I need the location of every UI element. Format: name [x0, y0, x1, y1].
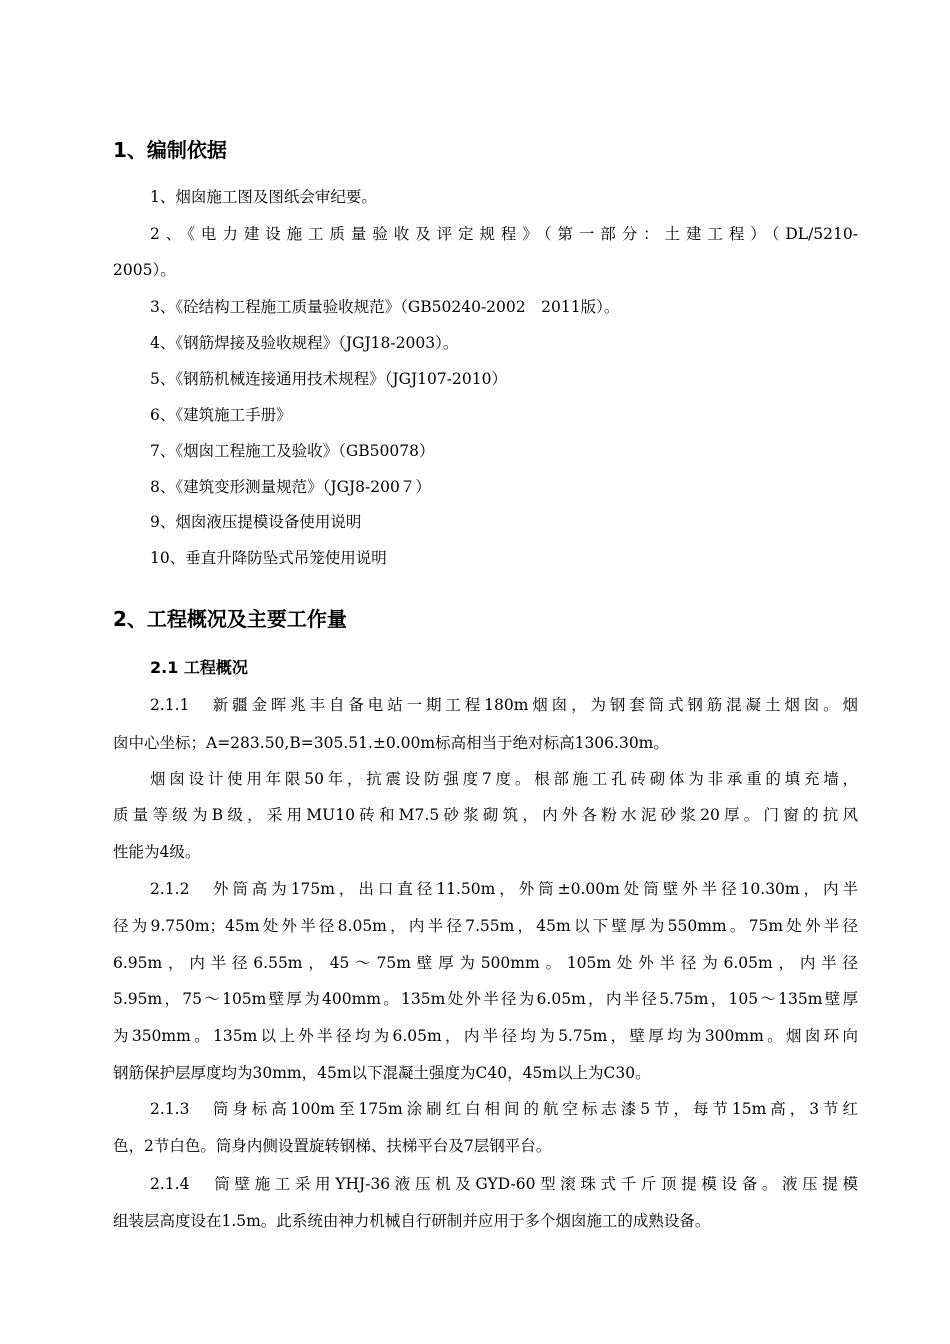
reference-item: 10、垂直升降防坠式吊笼使用说明 — [150, 549, 387, 567]
paragraph-line: 钢筋保护层厚度均为30mm，45m以下混凝土强度为C40，45m以上为C30。 — [113, 1064, 651, 1082]
reference-item: 3、《砼结构工程施工质量验收规范》（GB50240-2002 2011版）。 — [150, 298, 620, 316]
paragraph-line: 质量等级为B级，采用MU10砖和M7.5砂浆砌筑，内外各粉水泥砂浆20厚。门窗的抗风 — [113, 806, 858, 824]
reference-item: 5、《钢筋机械连接通用技术规程》（JGJ107-2010） — [150, 370, 507, 388]
paragraph-line: 为350mm。135m以上外半径均为6.05m，内半径均为5.75m，壁厚均为300mm。烟囱环向 — [113, 1027, 858, 1045]
paragraph-line: 2.1.2 外筒高为175m，出口直径11.50m，外筒±0.00m处筒壁外半径10.30m，内半 — [150, 880, 858, 898]
section-2-heading: 2、工程概况及主要工作量 — [113, 607, 347, 631]
paragraph-line: 烟囱设计使用年限50年，抗震设防强度7度。根部施工孔砖砌体为非承重的填充墙， — [150, 770, 858, 788]
reference-item: 8、《建筑变形测量规范》（JGJ8-200７） — [150, 478, 431, 496]
paragraph-line: 色，2节白色。筒身内侧设置旋转钢梯、扶梯平台及7层钢平台。 — [113, 1137, 552, 1155]
paragraph-line: 6.95m，内半径6.55m，45～75m壁厚为500mm。105m处外半径为6.05m，内半径 — [113, 954, 858, 972]
paragraph-line: 组装层高度设在1.5m。此系统由神力机械自行研制并应用于多个烟囱施工的成熟设备。 — [113, 1212, 711, 1230]
reference-item: 2、《电力建设施工质量验收及评定规程》（第一部分：土建工程）（DL/5210- — [150, 225, 858, 243]
subsection-2-1-heading: 2.1 工程概况 — [150, 658, 248, 677]
paragraph-line: 2.1.3 筒身标高100m至175m涂刷红白相间的航空标志漆5节，每节15m高，3节红 — [150, 1100, 858, 1118]
paragraph-line: 2.1.1 新疆金晖兆丰自备电站一期工程180m烟囱，为钢套筒式钢筋混凝土烟囱。烟 — [150, 696, 858, 714]
section-1-heading: 1、编制依据 — [113, 138, 227, 162]
reference-item: 4、《钢筋焊接及验收规程》（JGJ18-2003）。 — [150, 334, 459, 352]
paragraph-line: 径为9.750m；45m处外半径8.05m，内半径7.55m，45m以下壁厚为550mm。75m处外半径 — [113, 917, 858, 935]
reference-item: 1、烟囱施工图及图纸会审纪要。 — [150, 188, 377, 206]
paragraph-line: 囱中心坐标；A=283.50,B=305.51.±0.00m标高相当于绝对标高1306.30m。 — [113, 734, 669, 752]
reference-item-continuation: 2005）。 — [113, 261, 176, 279]
reference-item: 7、《烟囱工程施工及验收》（GB50078） — [150, 442, 435, 460]
reference-item: 9、烟囱液压提模设备使用说明 — [150, 513, 362, 531]
reference-item: 6、《建筑施工手册》 — [150, 406, 292, 424]
paragraph-line: 性能为4级。 — [113, 843, 201, 861]
paragraph-line: 5.95m，75～105m壁厚为400mm。135m处外半径为6.05m，内半径5.75m，105～135m壁厚 — [113, 990, 858, 1008]
paragraph-line: 2.1.4 筒壁施工采用YHJ-36液压机及GYD-60型滚珠式千斤顶提模设备。液压提模 — [150, 1175, 858, 1193]
